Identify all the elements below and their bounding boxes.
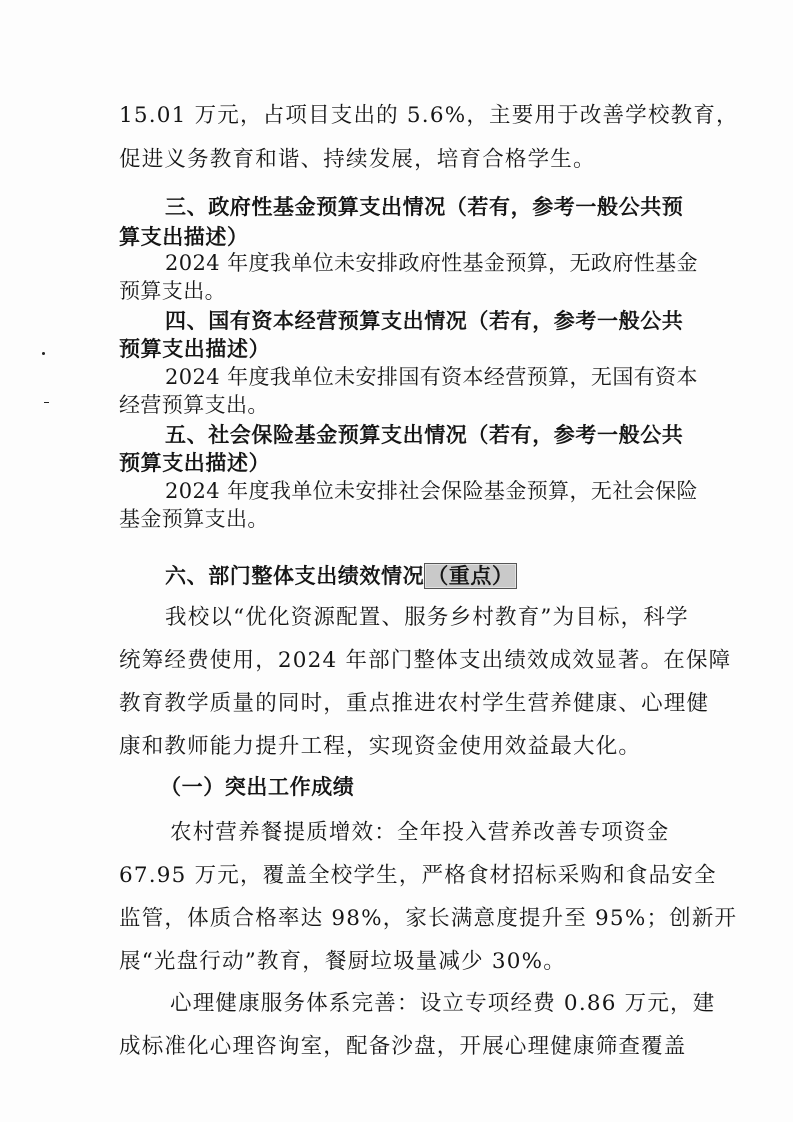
section3-heading-line-1: 三、政府性基金预算支出情况（若有，参考一般公共预 bbox=[165, 195, 684, 219]
section3-heading-line-2: 算支出描述） bbox=[119, 225, 249, 249]
intro-line-2: 促进义务教育和谐、持续发展，培育合格学生。 bbox=[119, 147, 596, 172]
section4-body-line-1: 2024 年度我单位未安排国有资本经营预算，无国有资本 bbox=[165, 365, 698, 389]
section5-body-line-2: 基金预算支出。 bbox=[119, 507, 269, 531]
section6-heading-text: 六、部门整体支出绩效情况 bbox=[165, 564, 425, 588]
section5-heading-line-2: 预算支出描述） bbox=[119, 451, 271, 475]
section6-para-line-4: 康和教师能力提升工程，实现资金使用效益最大化。 bbox=[119, 734, 642, 759]
nutrition-line-2: 67.95 万元，覆盖全校学生，严格食材招标采购和食品安全 bbox=[119, 863, 717, 888]
section6-para-line-3: 教育教学质量的同时，重点推进农村学生营养健康、心理健 bbox=[119, 691, 710, 716]
scan-speck-dash bbox=[44, 402, 49, 403]
section3-body-line-1: 2024 年度我单位未安排政府性基金预算，无政府性基金 bbox=[165, 251, 698, 275]
section4-body-line-2: 经营预算支出。 bbox=[119, 393, 269, 417]
nutrition-line-4: 展“光盘行动”教育，餐厨垃圾量减少 30%。 bbox=[119, 949, 567, 974]
section3-body-line-2: 预算支出。 bbox=[119, 279, 226, 303]
nutrition-line-1: 农村营养餐提质增效：全年投入营养改善专项资金 bbox=[170, 820, 670, 845]
section5-heading-line-1: 五、社会保险基金预算支出情况（若有，参考一般公共 bbox=[165, 423, 684, 447]
subsection-heading: （一）突出工作成绩 bbox=[160, 775, 355, 799]
scan-speck-dot bbox=[42, 352, 45, 355]
nutrition-line-3: 监管，体质合格率达 98%，家长满意度提升至 95%；创新开 bbox=[119, 906, 738, 931]
highlighted-key-tag: （重点） bbox=[424, 563, 516, 589]
section4-heading-line-2: 预算支出描述） bbox=[119, 337, 271, 361]
psych-line-2: 成标准化心理咨询室，配备沙盘，开展心理健康筛查覆盖 bbox=[119, 1034, 687, 1059]
psych-line-1: 心理健康服务体系完善：设立专项经费 0.86 万元，建 bbox=[170, 991, 716, 1016]
section6-para-line-2: 统筹经费使用，2024 年部门整体支出绩效成效显著。在保障 bbox=[119, 648, 732, 673]
intro-line-1: 15.01 万元，占项目支出的 5.6%，主要用于改善学校教育， bbox=[119, 103, 739, 128]
section6-heading bbox=[165, 561, 517, 591]
section5-body-line-1: 2024 年度我单位未安排社会保险基金预算，无社会保险 bbox=[165, 479, 698, 503]
section4-heading-line-1: 四、国有资本经营预算支出情况（若有，参考一般公共 bbox=[165, 309, 684, 333]
section6-para-line-1: 我校以“优化资源配置、服务乡村教育”为目标，科学 bbox=[165, 605, 689, 630]
